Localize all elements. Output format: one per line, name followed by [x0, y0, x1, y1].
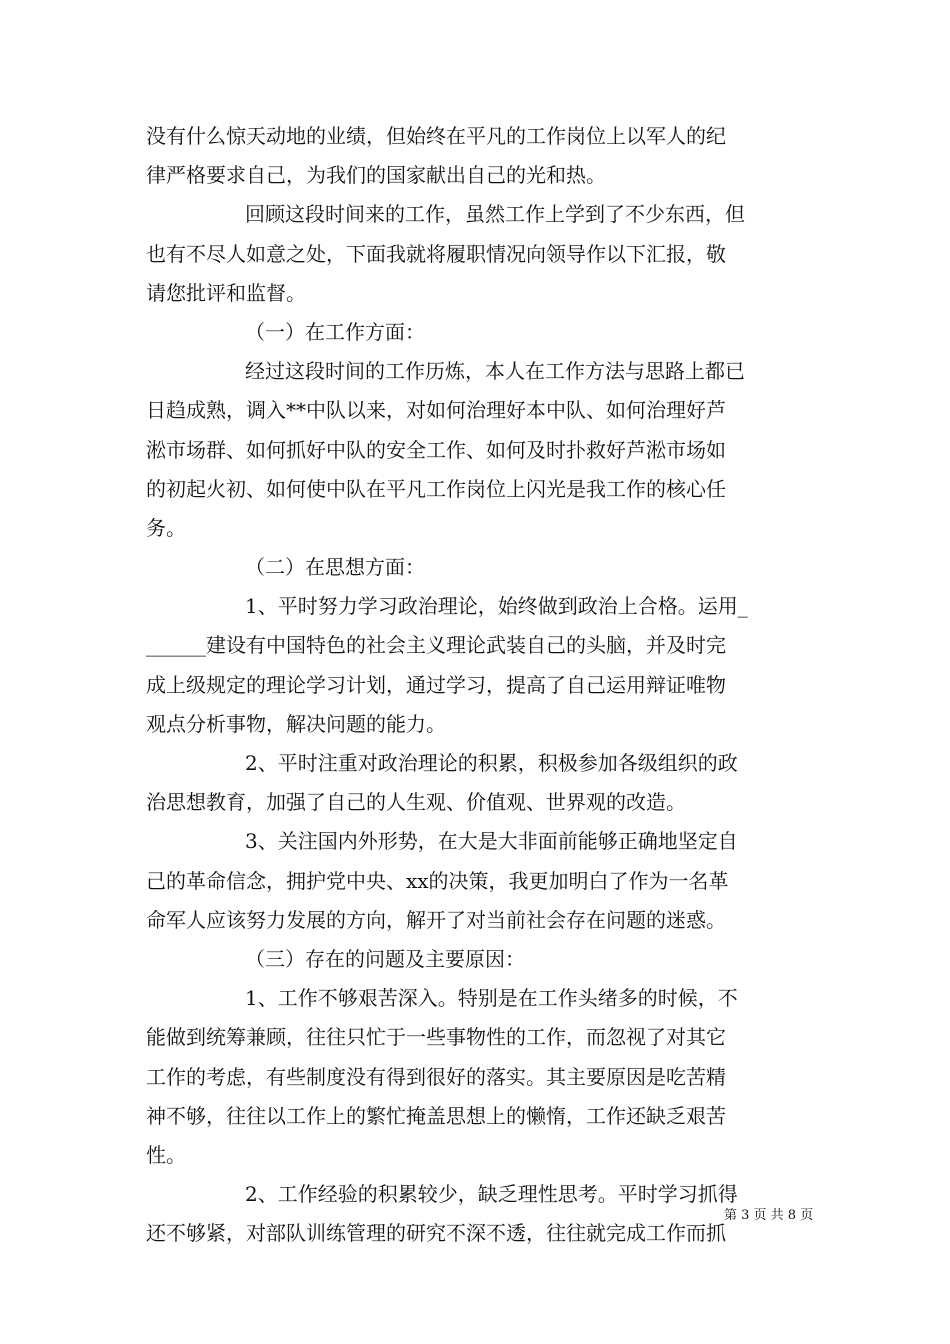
text-line: 日趋成熟，调入**中队以来，对如何治理好本中队、如何治理好芦 — [146, 398, 726, 423]
text-line: 神不够，往往以工作上的繁忙掩盖思想上的懒惰，工作还缺乏艰苦 — [146, 1103, 726, 1128]
text-line: 性。 — [146, 1142, 186, 1167]
paragraph-start: 2、工作经验的积累较少，缺乏理性思考。平时学习抓得 — [245, 1182, 738, 1207]
page-number-footer: 第 3 页 共 8 页 — [724, 1208, 814, 1223]
body-text — [146, 117, 806, 1253]
text-line: 成上级规定的理论学习计划，通过学习，提高了自己运用辩证唯物 — [146, 672, 726, 697]
paragraph-start: 1、工作不够艰苦深入。特别是在工作头绪多的时候，不 — [245, 986, 738, 1011]
text-line: 律严格要求自己，为我们的国家献出自己的光和热。 — [146, 163, 606, 188]
paragraph-start: 回顾这段时间来的工作，虽然工作上学到了不少东西，但 — [245, 202, 745, 227]
text-line: 工作的考虑，有些制度没有得到很好的落实。其主要原因是吃苦精 — [146, 1064, 726, 1089]
text-line: 能做到统筹兼顾，往往只忙于一些事物性的工作，而忽视了对其它 — [146, 1025, 726, 1050]
text-line: 己的革命信念，拥护党中央、xx的决策，我更加明白了作为一名革 — [146, 868, 729, 893]
text-line: 务。 — [146, 515, 186, 540]
text-line: 的初起火初、如何使中队在平凡工作岗位上闪光是我工作的核心任 — [146, 476, 726, 501]
paragraph-start: 2、平时注重对政治理论的积累，积极参加各级组织的政 — [245, 751, 738, 775]
text-line: 治思想教育，加强了自己的人生观、价值观、世界观的改造。 — [146, 790, 686, 815]
text-line: ______建设有中国特色的社会主义理论武装自己的头脑，并及时完 — [146, 633, 726, 658]
text-line: 请您批评和监督。 — [146, 280, 306, 305]
text-line: 没有什么惊天动地的业绩，但始终在平凡的工作岗位上以军人的纪 — [146, 124, 726, 148]
paragraph-start: 经过这段时间的工作历炼，本人在工作方法与思路上都已 — [245, 359, 745, 384]
text-line: 也有不尽人如意之处，下面我就将履职情况向领导作以下汇报，敬 — [146, 241, 726, 266]
section-heading-work: （一）在工作方面： — [245, 319, 425, 344]
section-heading-problems: （三）存在的问题及主要原因： — [245, 946, 525, 971]
section-heading-thought: （二）在思想方面： — [245, 555, 425, 580]
text-line: 观点分析事物，解决问题的能力。 — [146, 711, 446, 736]
text-line: 命军人应该努力发展的方向，解开了对当前社会存在问题的迷惑。 — [146, 907, 726, 932]
text-line: 还不够紧，对部队训练管理的研究不深不透，往往就完成工作而抓 — [146, 1221, 726, 1246]
text-line: 淞市场群、如何抓好中队的安全工作、如何及时扑救好芦淞市场如 — [146, 437, 726, 462]
paragraph-start: 1、平时努力学习政治理论，始终做到政治上合格。运用_ — [245, 594, 748, 619]
paragraph-start: 3、关注国内外形势，在大是大非面前能够正确地坚定自 — [245, 829, 738, 854]
